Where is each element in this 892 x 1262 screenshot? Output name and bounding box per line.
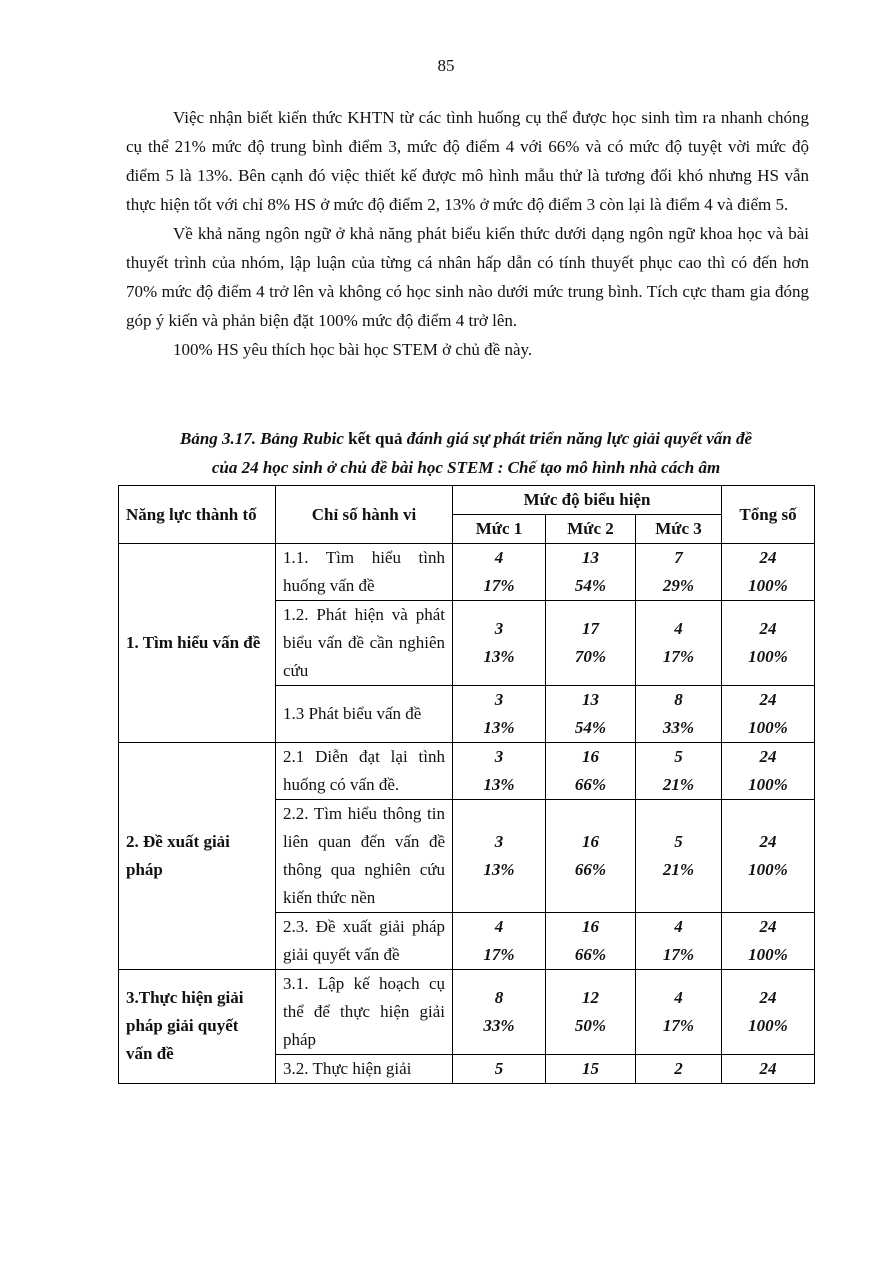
level3-cell: 2 <box>636 1055 722 1084</box>
page-number: 85 <box>437 56 455 75</box>
criterion-cell: 3.1. Lập kế hoạch cụ thể để thực hiện giải pháp <box>276 970 453 1055</box>
total-cell: 24 100% <box>722 544 815 601</box>
level3-cell: 4 17% <box>636 970 722 1055</box>
total-cell: 24 100% <box>722 686 815 743</box>
caption-part: Bảng 3.17. Bảng Rubic <box>179 429 349 448</box>
level1-cell: 4 17% <box>453 544 546 601</box>
header-level1: Mức 1 <box>453 515 546 544</box>
total-cell: 24 100% <box>722 601 815 686</box>
paragraph: Về khả năng ngôn ngữ ở khả năng phát biểu kiến thức dưới dạng ngôn ngữ khoa học và bài thuyết trình của nhóm, lập luận của từng cá nhân hấp dẫn có tính thuyết phục cao thì có đến hơn 70% mức độ điểm 4 trở lên và không có học sinh nào dưới mức trung bình. Tích cực tham gia đóng góp ý kiến và phản biện đặt 100% mức độ điểm 4 trở lên. <box>126 224 809 330</box>
header-component: Năng lực thành tố <box>119 486 276 544</box>
criterion-cell: 2.3. Đề xuất giải pháp giải quyết vấn đề <box>276 913 453 970</box>
level2-cell: 12 50% <box>546 970 636 1055</box>
criterion-cell: 1.3 Phát biểu vấn đề <box>276 686 453 743</box>
paragraph: Việc nhận biết kiến thức KHTN từ các tình huống cụ thể được học sinh tìm ra nhanh chóng cụ thể 21% mức độ trung bình điểm 3, mức độ điểm 4 với 66% và có mức độ tuyệt vời mức độ điểm 5 là 13%. Bên cạnh đó việc thiết kế được mô hình mẫu thử là tương đối khó nhưng HS vẫn thực hiện tốt với chỉ 8% HS ở mức độ điểm 2, 13% ở mức độ điểm 3 còn lại là điểm 4 và điểm 5. <box>126 108 809 214</box>
level1-cell: 3 13% <box>453 800 546 913</box>
level3-cell: 4 17% <box>636 601 722 686</box>
level2-cell: 17 70% <box>546 601 636 686</box>
total-cell: 24 100% <box>722 913 815 970</box>
table-header-row <box>119 486 815 515</box>
caption-part: đánh giá sự phát triển năng lực giải quyết vấn đề <box>402 429 753 448</box>
level3-cell: 7 29% <box>636 544 722 601</box>
group-name: 3.Thực hiện giải pháp giải quyết vấn đề <box>119 970 276 1084</box>
caption-line2: của 24 học sinh ở chủ đề bài học STEM : Chế tạo mô hình nhà cách âm <box>211 458 721 477</box>
total-cell: 24 <box>722 1055 815 1084</box>
level3-cell: 5 21% <box>636 743 722 800</box>
level2-cell: 16 66% <box>546 743 636 800</box>
criterion-cell: 3.2. Thực hiện giải <box>276 1055 453 1084</box>
level3-cell: 4 17% <box>636 913 722 970</box>
header-level: Mức độ biểu hiện <box>453 486 722 515</box>
criterion-cell: 1.1. Tìm hiểu tình huống vấn đề <box>276 544 453 601</box>
caption-part: kết quả <box>348 429 403 448</box>
table-row <box>119 970 815 1055</box>
level3-cell: 5 21% <box>636 800 722 913</box>
header-level3: Mức 3 <box>636 515 722 544</box>
level1-cell: 3 13% <box>453 743 546 800</box>
total-cell: 24 100% <box>722 970 815 1055</box>
rubric-table <box>118 485 815 1084</box>
total-cell: 24 100% <box>722 800 815 913</box>
criterion-cell: 2.1 Diễn đạt lại tình huống có vấn đề. <box>276 743 453 800</box>
level1-cell: 3 13% <box>453 686 546 743</box>
level2-cell: 13 54% <box>546 544 636 601</box>
level2-cell: 16 66% <box>546 913 636 970</box>
group-name: 1. Tìm hiểu vấn đề <box>119 544 276 743</box>
level1-cell: 8 33% <box>453 970 546 1055</box>
level2-cell: 15 <box>546 1055 636 1084</box>
paragraph: 100% HS yêu thích học bài học STEM ở chủ đề này. <box>173 340 533 359</box>
header-indicator: Chỉ số hành vi <box>276 486 453 544</box>
total-cell: 24 100% <box>722 743 815 800</box>
criterion-cell: 2.2. Tìm hiểu thông tin liên quan đến vấn đề thông qua nghiên cứu kiến thức nền <box>276 800 453 913</box>
level1-cell: 5 <box>453 1055 546 1084</box>
table-row <box>119 743 815 800</box>
header-total: Tổng số <box>722 486 815 544</box>
table-row <box>119 544 815 601</box>
level1-cell: 4 17% <box>453 913 546 970</box>
table-caption <box>118 424 814 482</box>
header-level2: Mức 2 <box>546 515 636 544</box>
body-text <box>126 103 809 364</box>
criterion-cell: 1.2. Phát hiện và phát biểu vấn đề cần nghiên cứu <box>276 601 453 686</box>
level3-cell: 8 33% <box>636 686 722 743</box>
level2-cell: 13 54% <box>546 686 636 743</box>
level1-cell: 3 13% <box>453 601 546 686</box>
group-name: 2. Đề xuất giải pháp <box>119 743 276 970</box>
level2-cell: 16 66% <box>546 800 636 913</box>
